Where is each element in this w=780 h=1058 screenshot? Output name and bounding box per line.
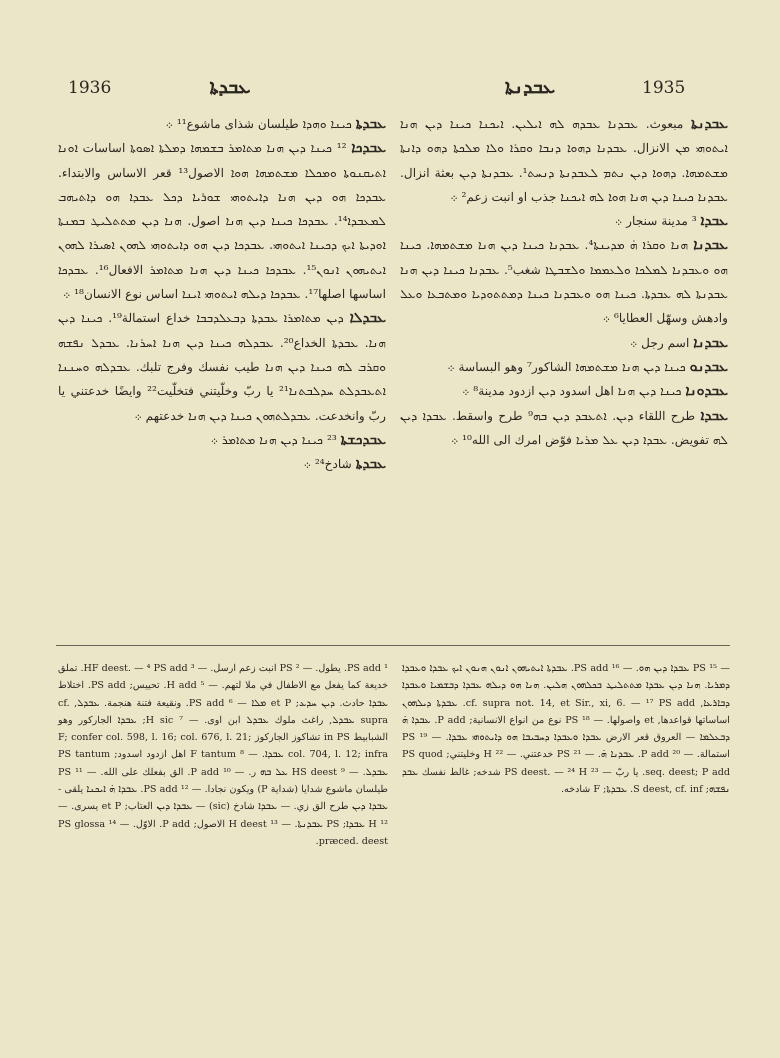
entry-text: ²³ ܟܝܢܐ ܕܝܢ ܗܢܐ ܡܬܐܡܪ ܀ — [210, 432, 337, 447]
entry-text: ³ مدينة سنجار ܀ — [614, 214, 697, 229]
entry — [58, 452, 386, 476]
page-number-right: 1935 — [642, 78, 686, 98]
entry — [58, 306, 386, 427]
entry-text: اسم رجل ܀ — [629, 335, 690, 350]
entry — [400, 233, 728, 330]
page-number-left: 1936 — [68, 78, 112, 98]
headword: ܥܒܕܬܐ — [355, 456, 386, 473]
headword: ܥܒܕܟܐ — [351, 140, 387, 157]
running-head-right: ܥܒܕܢܬܐ — [504, 76, 556, 98]
entry — [400, 112, 728, 209]
footnote-divider — [56, 645, 730, 646]
entry — [58, 112, 386, 136]
entry — [400, 331, 728, 355]
footnotes-right: — ¹⁵ PS ܥܒܕܐ ܕܝܢ ܗܘ. — ¹⁶ PS add. ܥܒܕܬܐ ܐܝܬܝܗܘܢ ܐܢܘܢ ܗܢܘܢ ܐܝܟ ܥܒܕܐ ܘܥܒܕܐ ܕܡܪܝܐ. ܗܢܐ ܕܝܢ ܥܒܕܐ ܡܬܬܠܝܛ ܒܟܠܗܘܢ ܗܠܝܢ. ܗܢܐ ܗܘ ܕܝܠܗ ܥܒܕܐ ܕܒܫܡܝܐ ܘܥܒܕܐ ܕܒܐܪܥܐ, cf. supra not. 14, et Sir., xi, 6. — ¹⁷ PS add. ܥܒܕܬܐ ܕܝܠܗܘܢ اساساتها قواعدها, et واصولها. — ¹⁸ PS نوع من انواع الانسانية; P add. ܥܒܕܐ ܗ̇ ܕܒܥܠܡܐ — العروق قعر الارض ܥܒܕܐ ܘܥܒܕܐ ܕܚܒܝܒܐ ܗܘ ܕܐܝܬܘܗܝ ܥܒܕܐ. — ¹⁹ PS استمالة. — ²⁰ P add. ܥܒܕܢܐ ܗ̇. — ²¹ PS خدعتني. — ²² H وخليتني; PS quod seq. deest; P add. يا ربّ — ²³ PS deest. — ²⁴ H شدخه; غالط نفسك ܥܒܕ ܢܦܫܗ; S deest, cf. inf. ܥܒܕܬܐ; F شادخه. — [402, 663, 730, 796]
headword: ܥܒܕܢܐ — [693, 237, 729, 254]
entry-text: طرح اللقاء ܕܝܢ. ܐܬܥܒܕ ܕܝܢ ܒܗ⁹ طرح واسقط. ܥܒܕܐ ܕܝܢ ܠܗ تفويض. ܥܒܕܐ ܕܝܢ ܥܠ ܡܪܝܐ فوّض امرك الى الله¹⁰ ܀ — [400, 408, 728, 447]
headword: ܥܒܕܟܫܬܐ — [340, 431, 386, 448]
entry-text: شادخ²⁴ ܀ — [303, 457, 352, 472]
footnotes-left: ¹ PS add. يطول. — ² PS انبت زعم ارسل. — ³ HF deest. — ⁴ PS add. تملق خديعة كما يفعل مع الاطفال في ملا لتهم. — ⁵ H add. تحييس; PS add. اختلاط ܥܒܕܐ حادث. ܕܝܢ ܚܕܥ; et P ܡܠܐ — ⁶ PS add. ونقيعة فتنة هنجمة. ܥܒܕܠ, cf. supra ܥܒܕܠ, راغث ملوك ܥܒܕܠ ابن اوى. — ⁷ H sic; ܥܒܕܐ الجاركور وهو الشبابيط in PS تشاكوز الجاركوز F; confer col. 598, l. 16; col. 676, l. 21; col. 704, l. 12; infra ܥܒܕܐ. — ⁸ F tantum اهل ازدود اسدود; PS tantum ܥܒܕܠ. — ⁹ HS deest ܥܠ ܒܗ ر. — ¹⁰ P add. الق بفعلك على الله. — ¹¹ PS طيلسان ماشوع شدايا (شداية P) ويكون نجادا. — ¹² PS add. ܥܒܕܐ ܗ̇ ܐܝܟܢܐ يلقى - ܥܒܕܐ ܕܝܢ طرح الق زي. — ܥܒܕܐ شادخ (sic) — ܥܒܕܐ ܕܝܢ العتاب; et P يسرى. — ¹² H ܥܒܕܐ; PS ܥܒܕܢܬܐ. — ¹³ H deest الاصول; P add. الاوّل. — ¹⁴ PS glossa præced. deest. — [58, 663, 389, 847]
entry-text: ܕܝܢ ܡܬܐܡܪܐ ܥܒܕܬܐ ܕܒܥܠܕܒܒܐ خداع استمالة¹⁹. ܟܝܢܐ ܕܝܢ ܗܢܐ. ܥܒܕܬܐ الخداع²⁰. ܥܒܕܠܗ ܟܝܢܐ ܕܝܢ ܗܢܐ ܐܚܪܢܐ. ܥܒܕܠ ܢܦܫܗ ܘܩܪܒ ܠܗ ܟܝܢܐ ܕܝܢ ܗܢܐ طيب نفسك وفرج تلبك. ܥܒܕܠܗ ܘܚܢܢܐ ܐܬܥܒܕܠܬ ܚܕܠܒܬܢܐ²¹ يا ربّ وخلّيتني فتخلّيت²² وايضًا خدعتني يا ربّ وانخدعت. ܥܒܕܠܬܗܘܢ ܟܝܢܐ ܕܝܢ ܗܢܐ خدعتهم ܀ — [58, 311, 387, 423]
entry-text: ܟܝܢܐ ܕܝܢ ܗܢܐ ܡܫܬܡܗܐ الشاكور⁷ وهو البساسة ܀ — [447, 359, 686, 374]
running-head-left: ܥܒܕܬܐ — [209, 76, 251, 98]
right-column — [400, 112, 728, 452]
headword: ܥܒܕܢܐ — [693, 334, 728, 351]
headword: ܥܒܕܘܢܐ — [685, 383, 728, 400]
headword: ܥܒܕܐ — [700, 213, 728, 230]
headword: ܥܒܕܢܬܐ — [691, 116, 728, 132]
entry-text: ¹² ܟܝܢܐ ܕܝܢ ܗܢܐ ܡܬܐܡܪ ܒܫܡܗܐ ܕܡܠܬܐ ܐܣܘܬܐ اساسات ܐܘܢܐ ܐܬܝܩܢܘܬܐ ܘܡܟܠܐ ܡܫܬܡܗܐ ܗܘܐ الاصول¹³ قعر الاساس والابتداء. ܥܒܕܟܐ ܗܘ ܕܝܢ ܗܢܐ ܕܐܝܬܘܗܝ ܫܘܪܝܐ ܕܟܠ ܥܒܕܐ ܗܘ ܕܐܬܝܗܒ ܠܡܥܒܕܐ¹⁴. ܥܒܕܟܐ ܟܝܢܐ ܕܝܢ ܗܢܐ اصول. ܗܢܐ ܕܝܢ ܡܬܬܠܝܛ ܒܡܢܬܐ ܐܘܕܝܬܐ ܐܝܟ ܕܟܝܢܐ ܐܝܬܘܗܝ. ܥܒܕܟܐ ܕܝܢ ܗܘ ܕܐܝܬܘܗܝ ܠܗܘܢ ܐܣܝܪܐ ܠܗܘܢ ܐܝܬܝܗܘܢ ܐܢܘܢ¹⁵. ܥܒܕܟܐ ܟܝܢܐ ܕܝܢ ܗܢܐ ܡܬܐܡܪ الافعال¹⁶. ܥܒܕܟܐ اساسها اصلها¹⁷. ܥܒܕܟܐ ܕܝܠܗ ܐܝܬܘܗܝ ܐܝܢܐ اساس نوع الانسان¹⁸ ܀ — [58, 141, 387, 302]
headword: ܥܒܕܬܐ — [355, 116, 386, 132]
left-column — [58, 112, 386, 476]
entry — [400, 209, 728, 233]
entry-text: ܟܝܢܐ ܕܝܢ ܗܢܐ اهل اسدود ܕܝܢ ازدود مدينة⁸ ܀ — [462, 384, 682, 399]
entry-text: ܗܢܐ ܘܩܪܐ ܗ̇ ܡܕܝܢܬܐ⁴. ܥܒܕܢܐ ܟܝܢܐ ܕܝܢ ܗܢܐ ܡܫܬܡܗܐ. ܟܝܢܐ ܗܘ ܘܥܒܕܢܐ ܠܡܠܟܐ ܘܠܥܡܡܐ ܘܠܫܒܛܐ شغب⁵. ܥܒܕܢܐ ܟܝܢܐ ܕܝܢ ܗܢܐ ܥܒܕܢܬܐ ܠܗ ܥܒܕܬܐ. ܟܝܢܐ ܗܘ ܘܥܒܕܢܐ ܟܝܢܐ ܕܡܬܬܘܕܝܐ ܘܡܬܒܥܐ ܘܥܠ وادهش وسهّل العطايا⁶ ܀ — [400, 238, 728, 326]
entry-text: مبعوث. ܥܒܕܢܐ ܥܒܕܗ ܠܗ ܐܝܠܝܢ. ܐܝܟܢܐ ܟܝܢܐ ܕܝܢ ܗܢܐ ܐܝܬܘܗܝ ܡܢ الانزال. ܥܒܕܢܐ ܕܗܘܐ ܕܢܒܐ ܘܩܪܐ ܘܠܐ ܡܠܟܬܐ ܕܗܘ ܕܐܢܬܐ ܡܫܬܡܗܐ. ܕܗܘܐ ܕܝܢ ܢܬܡ ܠܥܒܕܢܬܐ ܕܢܚܬ¹. ܥܒܕܢܬܐ ܕܝܢ بعثة انزال. ܥܒܕܢܐ ܟܝܢܐ ܕܝܢ ܗܢܐ ܗܘܐ ܠܗ ܐܝܟܢܐ جذب او انبت زعم² ܀ — [400, 117, 728, 204]
entry — [58, 136, 386, 306]
entry — [400, 404, 728, 453]
entry-text: ܟܝܢܐ ܘܗܕܐ طيلسان شذاى ماشوع¹¹ ܀ — [165, 117, 352, 131]
entry — [400, 379, 728, 403]
headword: ܥܒܕܠܐ — [349, 310, 386, 327]
headword: ܥܒܕܐ — [700, 407, 729, 424]
entry — [400, 355, 728, 379]
entry — [58, 428, 386, 452]
headword: ܥܒܕܢܘ — [689, 358, 728, 375]
